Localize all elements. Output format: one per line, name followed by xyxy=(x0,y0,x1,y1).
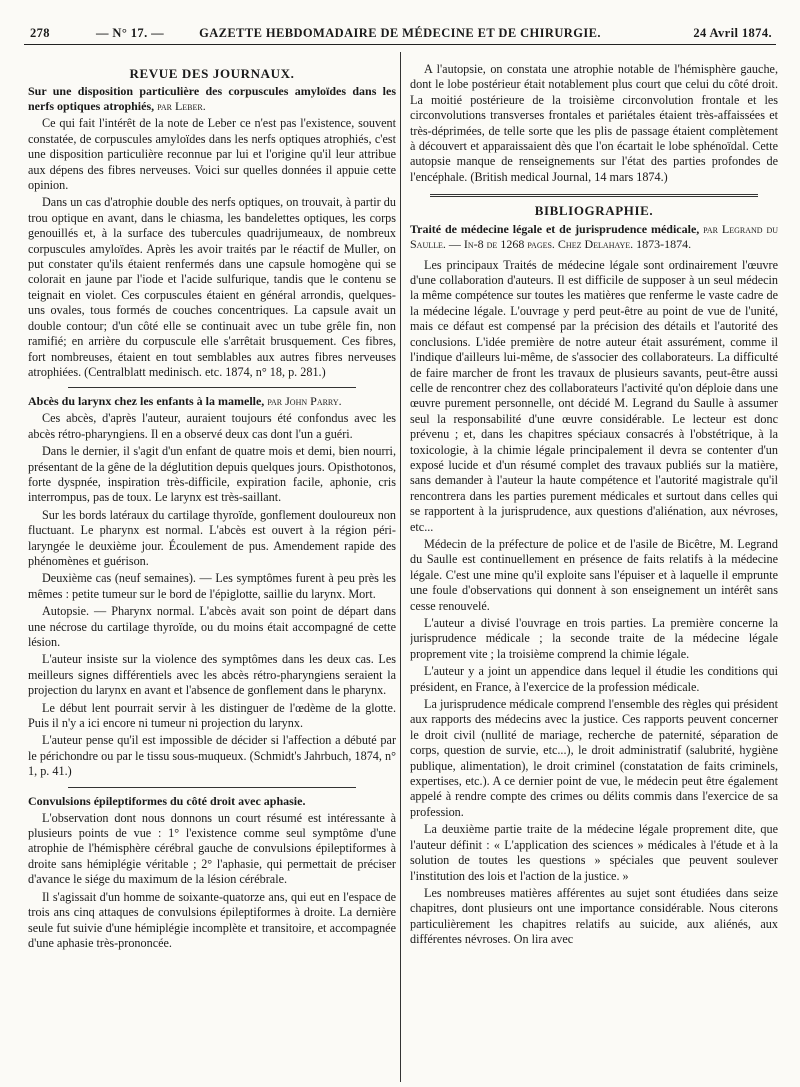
article-paragraph: Ce qui fait l'intérêt de la note de Leber ce n'est pas l'existence, souvent constatée, de corpuscules amyloïdes dans les nerfs optiques atrophiés, c'est une disposition particulière reconnue par lui et l'origine qu'il leur attribue aux dépens des fibres nerveuses. Voici sur quelles données il appuie cette opinion. xyxy=(28,116,396,193)
article-author: par Leber. xyxy=(154,99,206,114)
left-column xyxy=(28,52,396,1082)
article-paragraph: Il s'agissait d'un homme de soixante-quatorze ans, qui eut en l'espace de trois ans cinq attaques de convulsions épileptiformes à droite. La dernière seule fut suivie d'une hémiplégie incomplète et transitoire, et accompagnée d'une aphasie très-prononcée. xyxy=(28,889,396,950)
review-paragraph: L'auteur a divisé l'ouvrage en trois parties. La première concerne la jurisprudence médicale ; la seconde traite de la médecine légale proprement vite ; la troisième comprend la chimie légale. xyxy=(410,616,778,661)
right-column xyxy=(410,52,778,1082)
book-heading xyxy=(410,222,778,252)
review-paragraph: La jurisprudence médicale comprend l'ensemble des règles qui président aux rapports des médecins avec la justice. Ces rapports peuvent concerner le droit civil (nullité de mariage, recherche de paternité, séparation de corps, question de survie, etc...), le droit administratif (salubrité, hygiène publique, alimentation), le droit criminel (constatation de faits criminels, expertises, etc.). A ce dernier point de vue, le médecin peut être également appelé à rendre compte des crimes ou délits commis dans l'exercice de sa profession. xyxy=(410,697,778,819)
article-paragraph: Dans un cas d'atrophie double des nerfs optiques, on trouvait, à partir du trou optique en avant, dans le chiasma, les bandelettes optiques, les corps genouillés et, à la surface des tubercules quadrijumeaux, de nombreux corpuscules amyloïdes. Après les avoir traités par le réactif de Muller, on put constater qu'ils étaient renfermés dans une capsule homogène qui se colorait en jaune par l'iode et l'acide sulfurique, tandis que le contenu se teignait en violet. Ces corpuscules étaient en général arrondis, quelques-uns ovales, tous formés de couches concentriques. La capsule avait un double contour; d'un côté elle se continuait avec un tube grêle fin, non ramifié; en arrière du corpuscule elle s'arrêtait brusquement. Ces fibres, fort nombreuses, étaient en tout semblables aux autres fibres nerveuses atrophiées. (Centralblatt medinisch. etc. 1874, n° 18, p. 281.) xyxy=(28,195,396,379)
review-paragraph: L'auteur y a joint un appendice dans lequel il étudie les conditions qui président, en France, à l'exercice de la profession médicale. xyxy=(410,664,778,694)
separator-rule xyxy=(68,787,356,788)
article-title: Abcès du larynx chez les enfants à la mamelle, xyxy=(28,394,265,409)
issue-number: — N° 17. — xyxy=(96,26,165,40)
section-title-revue: REVUE DES JOURNAUX. xyxy=(129,66,295,81)
column-divider xyxy=(400,52,401,1082)
book-author: par Legrand du Saulle. — In-8 de 1268 pages. Chez Delahaye. 1873-1874. xyxy=(410,221,778,251)
review-paragraph: Les nombreuses matières afférentes au sujet sont étudiées dans seize chapitres, dont plusieurs ont une importance considérable. Nous citerons particulièrement les chapitres relatifs au suicide, aux aliénés, aux différentes névroses. On lira avec xyxy=(410,885,778,947)
page-number: 278 xyxy=(30,26,50,40)
review-paragraph: Médecin de la préfecture de police et de l'asile de Bicêtre, M. Legrand du Saulle est continuellement en présence de faits relatifs à la médecine légale. C'est une mine qu'il exploite sans l'épuiser et à laquelle il emprunte une foule d'observations qui donnent à son enseignement un intérêt sans cesse renouvelé. xyxy=(410,536,778,613)
article-paragraph: Le début lent pourrait servir à les distinguer de l'œdème de la glotte. Puis il n'y a ici encore ni tumeur ni projection du larynx. xyxy=(28,700,396,731)
issue-date: 24 Avril 1874. xyxy=(693,26,772,40)
journal-title: GAZETTE HEBDOMADAIRE DE MÉDECINE ET DE CHIRURGIE. xyxy=(199,26,601,40)
article-title: Convulsions épileptiformes du côté droit avec aphasie. xyxy=(28,793,306,808)
article-paragraph: Deuxième cas (neuf semaines). — Les symptômes furent à peu près les mêmes : petite tumeur sur le bord de l'épiglotte, saillie du larynx. Mort. xyxy=(28,571,396,601)
article-paragraph: L'auteur pense qu'il est impossible de décider si l'affection a débuté par le périchondre ou par le tissu sous-muqueux. (Schmidt's Jahrbuch, 1874, n° 1, p. 41.) xyxy=(28,733,396,779)
book-title: Traité de médecine légale et de jurisprudence médicale, xyxy=(410,221,700,236)
article-heading xyxy=(28,794,396,809)
article-paragraph: Sur les bords latéraux du cartilage thyroïde, gonflement douloureux non fluctuant. Le pharynx est normal. L'abcès est ouvert à la région péri-laryngée le deuxième jour. Écoulement de pus. Amendement rapide des phénomènes et guérison. xyxy=(28,507,396,568)
running-header xyxy=(24,22,776,45)
article-author: par John Parry. xyxy=(264,394,342,409)
section-title-bibliographie: BIBLIOGRAPHIE. xyxy=(534,203,654,219)
article-paragraph: Autopsie. — Pharynx normal. L'abcès avait son point de départ dans une nécrose du cartilage thyroïde, ou du moins était accompagné de cette lésion. xyxy=(28,604,396,649)
separator-rule xyxy=(430,194,758,197)
article-heading xyxy=(28,84,396,114)
article-title: Sur une disposition particulière des corpuscules amyloïdes dans les nerfs optiques atrophiés, xyxy=(28,84,396,114)
review-paragraph: La deuxième partie traite de la médecine légale proprement dite, que l'auteur définit : « L'application des sciences » médicales à l'étude et à la solution de toutes les questions » spéciales que peuvent soulever l'institution des lois et l'action de la justice. » xyxy=(410,822,778,883)
article-paragraph: Dans le dernier, il s'agit d'un enfant de quatre mois et demi, bien nourri, présentant de la gêne de la déglutition depuis quelques jours. Opisthotonos, forte dyspnée, inspiration très-difficile, expiration facile, aphonie, cris interrompus, pas de toux. Le larynx est très-saillant. xyxy=(28,444,396,505)
article-paragraph: L'auteur insiste sur la violence des symptômes dans les deux cas. Les meilleurs signes différentiels avec les abcès rétro-pharyngiens seraient la projection du larynx en avant et l'absence de gonflement dans le pharynx. xyxy=(28,652,396,698)
separator-rule xyxy=(68,387,356,388)
review-paragraph: Les principaux Traités de médecine légale sont ordinairement l'œuvre d'une collaboration d'auteurs. Il est difficile de supposer à un seul médecin la même compétence sur toutes les matières que renferme le vaste cadre de la médecine légale. L'ouvrage y perd peut-être au point de vue de l'unité, mais ce défaut est compensé par la précision des détails et l'autorité des conclusions. L'idée première de notre auteur était assurément, comme il l'indique d'ailleurs lui-même, de s'associer des collaborateurs. La difficulté de faire marcher de front les travaux de plusieurs savants, peut-être aussi celle de rencontrer chez des collaborateurs l'activité qu'on déploie dans une œuvre purement personnelle, ont décidé M. Legrand du Saulle à assumer seul la responsabilité d'une œuvre considérable. Le lecteur est donc prévenu ; et, dans les chapitres spéciaux consacrés à l'obstétrique, à la toxicologie, à la chimie légale principalement il devra se contenter d'un exposé lucide et d'un résumé complet des travaux publiés sur la matière, sans demander à l'auteur la haute compétence et l'autorité magistrale qu'il rencontrera dans les parties purement médicales et surtout dans celles qui se rapportent à la jurisprudence, aux questions d'aliénation, aux névroses, etc... xyxy=(410,257,778,534)
article-paragraph: L'observation dont nous donnons un court résumé est intéressante à plusieurs points de vue : 1° l'existence comme seul symptôme d'une atrophie de l'hémisphère cérébral gauche de convulsions épileptiformes à droite sans hémiplégie véritable ; 2° l'aphasie, qui permettait de préciser d'avance le siége du maximum de la lésion cérébrale. xyxy=(28,810,396,887)
article-paragraph: A l'autopsie, on constata une atrophie notable de l'hémisphère gauche, dont le lobe postérieur était notablement plus court que celui du côté droit. La moitié postérieure de la troisième circonvolution frontale et les circonvolutions transverses frontales et pariétales étaient très-affaissées et très-déprimées, de telle sorte que les plis de passage étaient complètement à découvert et apparaissaient dès que l'on écartait le lobe sphénoïdal. Cette autopsie manque de renseignements sur l'état des parties profondes de l'encéphale. (British medical Journal, 14 mars 1874.) xyxy=(410,62,778,184)
article-heading xyxy=(28,394,396,409)
article-paragraph: Ces abcès, d'après l'auteur, auraient toujours été confondus avec les abcès rétro-pharyngiens. Il en a observé deux cas dont l'un a guéri. xyxy=(28,411,396,441)
